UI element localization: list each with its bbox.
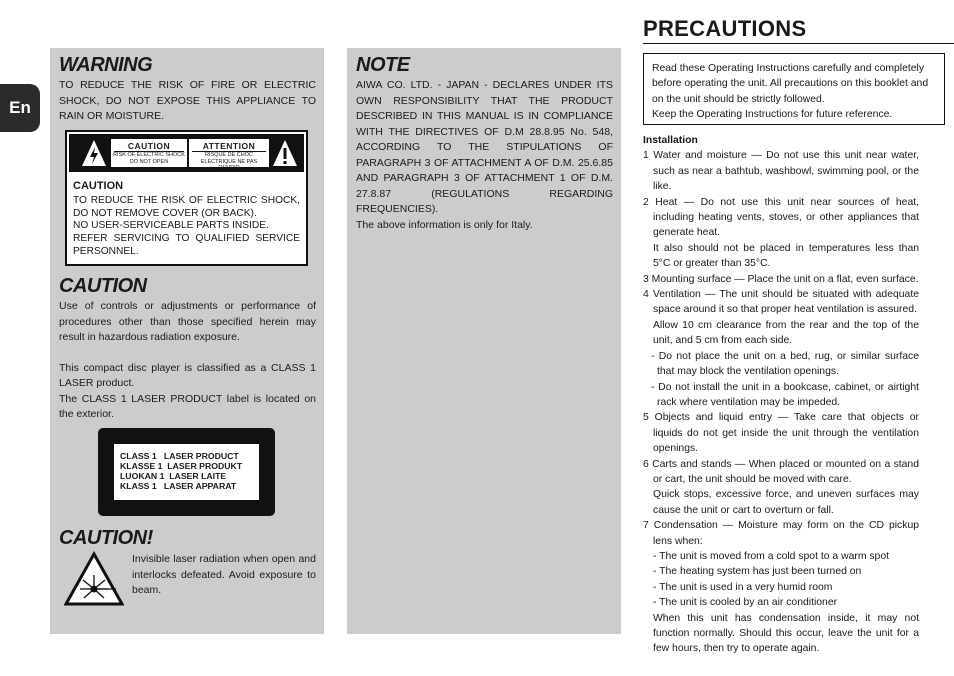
list-subitem: - Do not place the unit on a bed, rug, or similar surface that may block the ventilation openings. bbox=[651, 350, 919, 378]
list-subitem: - The unit is moved from a cold spot to a warm spot bbox=[653, 550, 890, 562]
list-item-continuation: When this unit has condensation inside, it may not function normally. Should this occur, leave the unit for a few hours, then try to operate again. bbox=[653, 612, 919, 655]
language-tab-label: En bbox=[9, 98, 31, 117]
list-item-continuation: Quick stops, excessive force, and uneven surfaces may cause the unit or cart to overturn or fall. bbox=[653, 489, 919, 516]
laser-product-label-inner bbox=[114, 444, 259, 500]
caution-exclaim-heading: CAUTION! bbox=[59, 527, 153, 549]
list-subitem: - The unit is used in a very humid room bbox=[653, 581, 833, 593]
laser-product-label bbox=[98, 428, 275, 516]
list-item: 2 Heat — Do not use this unit near sources of heat, including heating vents, stoves, or other appliances that generate heat. bbox=[643, 196, 919, 239]
list-item: 3 Mounting surface — Place the unit on a flat, even surface. bbox=[643, 273, 919, 285]
list-item-continuation: Allow 10 cm clearance from the rear and the top of the unit, and 5 cm from each side. bbox=[653, 319, 919, 347]
list-item: 4 Ventilation — The unit should be situated with adequate space around it so that proper heat ventilation is assured. bbox=[643, 289, 919, 316]
installation-list bbox=[643, 133, 919, 657]
attention-label-title: ATTENTION bbox=[192, 141, 266, 152]
list-item: 5 Objects and liquid entry — Take care that objects or liquids do not get inside the unit through the ventilation openings. bbox=[643, 412, 919, 455]
laser-label-line: CLASS 1 LASER PRODUCT bbox=[120, 451, 239, 461]
caution-text bbox=[59, 299, 316, 423]
laser-label-line: KLASS 1 LASER APPARAT bbox=[120, 481, 237, 491]
caution-paragraph: This compact disc player is classified as a CLASS 1 LASER product. bbox=[59, 361, 316, 389]
list-subitem: - The unit is cooled by an air conditioner bbox=[653, 597, 838, 609]
note-paragraph: The above information is only for Italy. bbox=[356, 218, 533, 231]
electric-shock-warning-icon bbox=[81, 138, 107, 168]
caution-paragraph: The CLASS 1 LASER PRODUCT label is located on the exterior. bbox=[59, 392, 316, 420]
warning-heading: WARNING bbox=[59, 54, 153, 76]
caution-exclaim-text bbox=[132, 552, 316, 599]
laser-label-line: KLASSE 1 LASER PRODUKT bbox=[120, 461, 243, 471]
note-text bbox=[356, 78, 613, 233]
page-title: PRECAUTIONS bbox=[643, 16, 807, 41]
warning-text bbox=[59, 78, 316, 125]
attention-label bbox=[189, 139, 269, 171]
intro-paragraph: Read these Operating Instructions carefully and completely before operating the unit. All precautions on this booklet and on the unit should be strictly followed. bbox=[652, 63, 929, 105]
caution-label-title: CAUTION bbox=[114, 141, 184, 152]
caution-box-text bbox=[73, 180, 300, 259]
caution-exclaim-paragraph: Invisible laser radiation when open and interlocks defeated. Avoid exposure to beam. bbox=[132, 553, 316, 596]
caution-heading: CAUTION bbox=[59, 275, 147, 297]
warning-paragraph: TO REDUCE THE RISK OF FIRE OR ELECTRIC SHOCK, DO NOT EXPOSE THIS APPLIANCE TO RAIN OR MOISTURE. bbox=[59, 79, 316, 122]
installation-heading: Installation bbox=[643, 135, 698, 146]
laser-radiation-icon bbox=[64, 551, 124, 607]
list-item: 1 Water and moisture — Do not use this unit near water, such as near a bathtub, washbowl, swimming pool, or the like. bbox=[643, 150, 919, 193]
title-divider bbox=[643, 43, 954, 44]
intro-box bbox=[643, 53, 945, 125]
caution-label bbox=[111, 139, 187, 167]
note-heading: NOTE bbox=[356, 54, 410, 76]
list-item: 7 Condensation — Moisture may form on the CD pickup lens when: bbox=[643, 520, 919, 547]
list-item-continuation: It also should not be placed in temperatures less than 5°C or greater than 35°C. bbox=[653, 242, 919, 270]
attention-label-subtitle: RISQUE DE CHOC ELECTRIQUE NE PAS OUVRIR bbox=[200, 152, 258, 171]
language-tab bbox=[0, 84, 40, 132]
caution-box-line: TO REDUCE THE RISK OF ELECTRIC SHOCK, DO NOT REMOVE COVER (OR BACK). bbox=[73, 194, 300, 219]
note-paragraph: AIWA CO. LTD. - JAPAN - DECLARES UNDER ITS OWN RESPONSIBILITY THAT THE PRODUCT DESCRIBED IN THIS MANUAL IS IN COMPLIANCE WITH THE DIRECTIVES OF D.M 28.8.95 No. 548, ACCORDING TO THE STIPULATIONS OF PARAGRAPH 3 OF ATTACHMENT A OF D.M. 25.6.85 AND PARAGRAPH 3 OF ATTACHMENT 1 OF D.M. 27.8.87 (REGULATIONS REGARDING FREQUENCIES). bbox=[356, 79, 613, 215]
caution-label-subtitle: RISK OF ELECTRIC SHOCK DO NOT OPEN bbox=[113, 152, 185, 165]
list-subitem: - Do not install the unit in a bookcase, cabinet, or airtight rack where ventilation may be impeded. bbox=[651, 381, 919, 408]
caution-label-box bbox=[65, 130, 308, 266]
intro-paragraph: Keep the Operating Instructions for future reference. bbox=[652, 109, 893, 121]
laser-label-line: LUOKAN 1 LASER LAITE bbox=[120, 471, 227, 481]
caution-label-bar bbox=[69, 134, 304, 172]
caution-paragraph: Use of controls or adjustments or performance of procedures other than those specified herein may result in hazardous radiation exposure. bbox=[59, 300, 316, 343]
exclamation-warning-icon bbox=[272, 138, 298, 168]
caution-box-line: NO USER-SERVICEABLE PARTS INSIDE. bbox=[73, 220, 269, 232]
list-subitem: - The heating system has just been turned on bbox=[653, 566, 862, 578]
caution-box-heading: CAUTION bbox=[73, 180, 124, 192]
caution-box-line: REFER SERVICING TO QUALIFIED SERVICE PERSONNEL. bbox=[73, 233, 300, 257]
list-item: 6 Carts and stands — When placed or mounted on a stand or cart, the unit should be moved with care. bbox=[643, 458, 919, 485]
